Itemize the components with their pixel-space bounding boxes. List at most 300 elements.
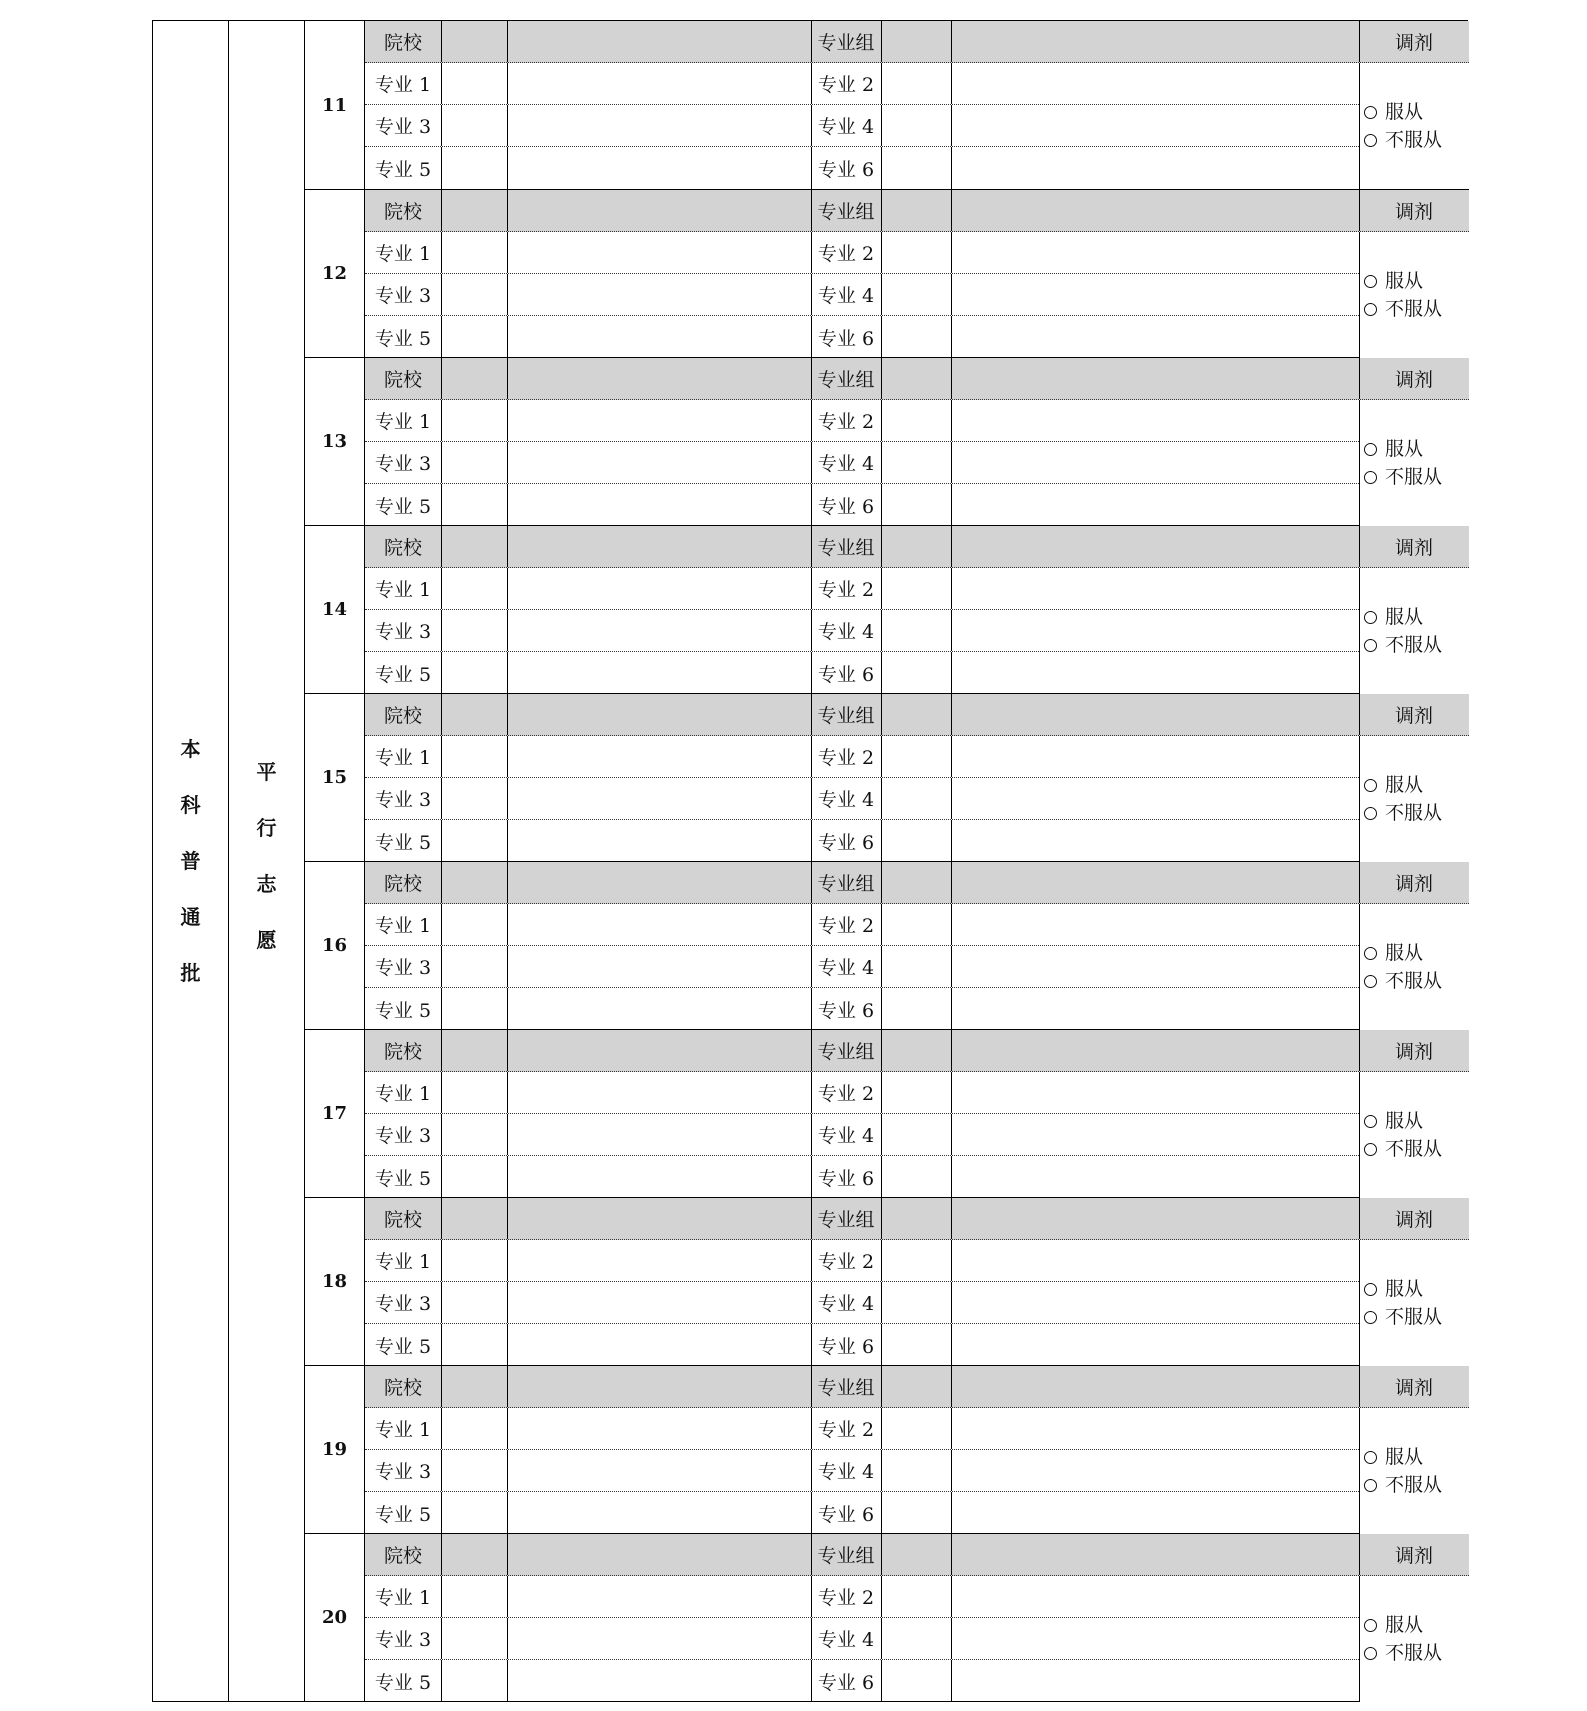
column-divider	[881, 820, 882, 862]
choice-number: 13	[305, 358, 365, 525]
adjust-label: 调剂	[1394, 201, 1433, 223]
major-row	[365, 820, 1469, 862]
major-input[interactable]	[441, 1240, 811, 1281]
column-divider	[811, 1072, 812, 1113]
column-divider	[951, 1324, 952, 1366]
major-input[interactable]	[881, 1240, 1359, 1281]
major-input[interactable]	[881, 568, 1359, 609]
column-divider	[881, 1324, 882, 1366]
major-input[interactable]	[881, 988, 1359, 1030]
choice-header-row	[365, 526, 1469, 568]
column-divider	[441, 1660, 442, 1702]
major-group-label: 专业组	[817, 537, 875, 559]
not-obey-option-label: 不服从	[1385, 1306, 1443, 1328]
column-divider	[507, 1450, 508, 1491]
major-input[interactable]	[881, 442, 1359, 483]
major-input[interactable]	[441, 736, 811, 777]
column-divider	[881, 694, 882, 735]
obey-option[interactable]	[1364, 603, 1469, 631]
major-group-input[interactable]	[881, 1198, 951, 1239]
column-divider	[507, 1324, 508, 1366]
school-label: 院校	[383, 873, 422, 895]
obey-option[interactable]	[1364, 435, 1469, 463]
major-group-label: 专业组	[817, 369, 875, 391]
not-obey-option-label: 不服从	[1385, 634, 1443, 656]
major-input[interactable]	[441, 1492, 811, 1534]
major-input[interactable]	[441, 1450, 811, 1491]
adjust-label: 调剂	[1394, 1377, 1433, 1399]
major-label: 专业 5	[374, 1167, 432, 1190]
column-divider	[951, 1114, 952, 1155]
column-divider	[811, 1030, 812, 1071]
major-row	[365, 105, 1469, 147]
radio-circle-icon[interactable]	[1364, 1647, 1377, 1660]
major-label: 专业 3	[374, 1461, 432, 1483]
column-divider	[951, 316, 952, 358]
column-divider	[881, 1408, 882, 1449]
major-label: 专业 4	[817, 789, 875, 811]
column-divider	[507, 1030, 508, 1071]
not-obey-option[interactable]	[1364, 799, 1469, 827]
major-input[interactable]	[881, 1324, 1359, 1366]
major-input[interactable]	[881, 736, 1359, 777]
major-label: 专业 4	[817, 1125, 875, 1147]
column-divider	[507, 190, 508, 231]
radio-circle-icon[interactable]	[1364, 471, 1377, 484]
major-row	[365, 232, 1469, 274]
major-input[interactable]	[441, 274, 811, 315]
radio-circle-icon[interactable]	[1364, 106, 1377, 119]
column-divider	[507, 1660, 508, 1702]
column-divider	[507, 442, 508, 483]
major-input[interactable]	[441, 1618, 811, 1659]
column-divider	[507, 1282, 508, 1323]
column-divider	[811, 1198, 812, 1239]
not-obey-option-label: 不服从	[1385, 298, 1443, 320]
column-divider	[951, 232, 952, 273]
column-divider	[951, 778, 952, 819]
major-label: 专业 2	[817, 411, 875, 433]
column-divider	[441, 1492, 442, 1534]
major-input[interactable]	[881, 232, 1359, 273]
column-divider	[811, 63, 812, 104]
column-divider	[951, 1408, 952, 1449]
radio-circle-icon[interactable]	[1364, 134, 1377, 147]
column-divider	[441, 1282, 442, 1323]
major-input[interactable]	[881, 147, 1359, 189]
major-label: 专业 6	[817, 663, 875, 686]
column-divider	[507, 946, 508, 987]
major-input[interactable]	[441, 63, 811, 104]
major-row	[365, 1408, 1469, 1450]
major-input[interactable]	[881, 400, 1359, 441]
major-input[interactable]	[881, 778, 1359, 819]
major-row	[365, 652, 1469, 694]
major-row	[365, 1282, 1469, 1324]
column-divider	[507, 1408, 508, 1449]
column-divider	[441, 862, 442, 903]
column-divider	[951, 1072, 952, 1113]
column-divider	[1359, 694, 1360, 735]
column-divider	[811, 652, 812, 694]
batch_label-char: 科	[180, 793, 201, 817]
school-input[interactable]	[441, 1534, 811, 1575]
major-input[interactable]	[881, 1450, 1359, 1491]
batch_label-char: 本	[180, 737, 201, 761]
column-divider	[951, 190, 952, 231]
batch-label	[181, 736, 201, 986]
major-row	[365, 568, 1469, 610]
major-input[interactable]	[441, 232, 811, 273]
major-input[interactable]	[441, 1156, 811, 1198]
obey-option[interactable]	[1364, 1107, 1469, 1135]
major-label: 专业 6	[817, 158, 875, 181]
choice-header-row	[365, 862, 1469, 904]
major-input[interactable]	[441, 484, 811, 526]
not-obey-option[interactable]	[1364, 631, 1469, 659]
radio-circle-icon[interactable]	[1364, 1311, 1377, 1324]
column-divider	[951, 1492, 952, 1534]
column-divider	[881, 105, 882, 146]
major-label: 专业 1	[374, 1083, 432, 1105]
column-divider	[951, 1450, 952, 1491]
major-group-input[interactable]	[881, 21, 951, 62]
column-divider	[951, 820, 952, 862]
major-group-input[interactable]	[881, 694, 951, 735]
major-row	[365, 1492, 1469, 1534]
choice-header-row	[365, 358, 1469, 400]
radio-circle-icon[interactable]	[1364, 1619, 1377, 1632]
school-input[interactable]	[441, 1198, 811, 1239]
major-input[interactable]	[881, 105, 1359, 146]
column-divider	[441, 820, 442, 862]
major-input[interactable]	[881, 1492, 1359, 1534]
column-divider	[881, 1072, 882, 1113]
major-input[interactable]	[881, 1618, 1359, 1659]
major-input[interactable]	[881, 1576, 1359, 1617]
column-divider	[881, 1576, 882, 1617]
major-row	[365, 1450, 1469, 1492]
not-obey-option[interactable]	[1364, 126, 1469, 154]
column-divider	[441, 778, 442, 819]
column-divider	[811, 1450, 812, 1491]
school-label: 院校	[383, 1377, 422, 1399]
major-input[interactable]	[441, 400, 811, 441]
column-divider	[507, 568, 508, 609]
major-label: 专业 3	[374, 453, 432, 475]
column-divider	[951, 1198, 952, 1239]
column-divider	[811, 1282, 812, 1323]
column-divider	[1359, 21, 1360, 62]
column-divider	[507, 1072, 508, 1113]
major-input[interactable]	[881, 1114, 1359, 1155]
column-divider	[951, 736, 952, 777]
adjust-label: 调剂	[1394, 1209, 1433, 1231]
column-divider	[441, 190, 442, 231]
school-input[interactable]	[441, 862, 811, 903]
obey-option-label: 服从	[1385, 1614, 1424, 1636]
major-input[interactable]	[881, 1660, 1359, 1702]
column-divider	[881, 568, 882, 609]
major-input[interactable]	[441, 316, 811, 358]
column-divider	[881, 147, 882, 189]
choice-header-row	[365, 694, 1469, 736]
column-divider	[507, 694, 508, 735]
major-input[interactable]	[441, 568, 811, 609]
not-obey-option[interactable]	[1364, 463, 1469, 491]
major-group-input[interactable]	[881, 190, 951, 231]
column-divider	[951, 1240, 952, 1281]
obey-option[interactable]	[1364, 1275, 1469, 1303]
major-label: 专业 4	[817, 1461, 875, 1483]
not-obey-option[interactable]	[1364, 1135, 1469, 1163]
major-row	[365, 442, 1469, 484]
obey-option[interactable]	[1364, 267, 1469, 295]
school-label: 院校	[383, 32, 422, 54]
adjust-options	[1359, 736, 1469, 862]
obey-option-label: 服从	[1385, 1110, 1424, 1132]
radio-circle-icon[interactable]	[1364, 807, 1377, 820]
major-input[interactable]	[881, 1282, 1359, 1323]
column-divider	[881, 484, 882, 526]
column-divider	[881, 778, 882, 819]
school-label: 院校	[383, 705, 422, 727]
column-divider	[441, 400, 442, 441]
not-obey-option-label: 不服从	[1385, 802, 1443, 824]
major-input[interactable]	[881, 1156, 1359, 1198]
column-divider	[881, 21, 882, 62]
not-obey-option[interactable]	[1364, 1639, 1469, 1667]
not-obey-option-label: 不服从	[1385, 1138, 1443, 1160]
column-divider	[507, 1576, 508, 1617]
choice-block	[305, 1197, 1469, 1365]
column-divider	[811, 904, 812, 945]
major-input[interactable]	[881, 1072, 1359, 1113]
column-divider	[951, 1660, 952, 1702]
major-input[interactable]	[441, 1660, 811, 1702]
major-group-input[interactable]	[881, 1366, 951, 1407]
column-divider	[811, 190, 812, 231]
choice-number: 14	[305, 526, 365, 693]
column-divider	[441, 442, 442, 483]
column-divider	[951, 147, 952, 189]
school-input[interactable]	[441, 1030, 811, 1071]
radio-circle-icon[interactable]	[1364, 1451, 1377, 1464]
major-group-input[interactable]	[881, 358, 951, 399]
major-input[interactable]	[881, 904, 1359, 945]
major-input[interactable]	[441, 1408, 811, 1449]
major-input[interactable]	[881, 484, 1359, 526]
column-divider	[811, 358, 812, 399]
obey-option[interactable]	[1364, 98, 1469, 126]
column-divider	[881, 1618, 882, 1659]
major-group-input[interactable]	[881, 1030, 951, 1071]
column-divider	[811, 442, 812, 483]
major-group-label: 专业组	[817, 873, 875, 895]
column-divider	[441, 105, 442, 146]
column-divider	[1359, 526, 1360, 567]
radio-circle-icon[interactable]	[1364, 779, 1377, 792]
column-divider	[1359, 1030, 1360, 1071]
column-divider	[441, 1156, 442, 1198]
not-obey-option[interactable]	[1364, 967, 1469, 995]
radio-circle-icon[interactable]	[1364, 1143, 1377, 1156]
column-divider	[881, 1114, 882, 1155]
adjust-options	[1359, 232, 1469, 358]
column-divider	[441, 568, 442, 609]
obey-option-label: 服从	[1385, 606, 1424, 628]
major-input[interactable]	[441, 105, 811, 146]
column-divider	[507, 652, 508, 694]
column-divider	[441, 1030, 442, 1071]
major-label: 专业 3	[374, 957, 432, 979]
column-divider	[507, 988, 508, 1030]
column-divider	[811, 1576, 812, 1617]
radio-circle-icon[interactable]	[1364, 975, 1377, 988]
column-divider	[951, 274, 952, 315]
major-label: 专业 1	[374, 74, 432, 96]
column-divider	[951, 1282, 952, 1323]
major-input[interactable]	[441, 988, 811, 1030]
column-divider	[811, 274, 812, 315]
major-group-label: 专业组	[817, 201, 875, 223]
volunteer-type-label	[257, 759, 277, 953]
column-divider	[881, 190, 882, 231]
school-input[interactable]	[441, 694, 811, 735]
column-divider	[507, 1366, 508, 1407]
column-divider	[811, 736, 812, 777]
major-input[interactable]	[441, 652, 811, 694]
radio-circle-icon[interactable]	[1364, 303, 1377, 316]
major-input[interactable]	[441, 820, 811, 862]
school-input[interactable]	[441, 1366, 811, 1407]
column-divider	[811, 1618, 812, 1659]
school-input[interactable]	[441, 21, 811, 62]
major-input[interactable]	[441, 778, 811, 819]
column-divider	[951, 694, 952, 735]
major-label: 专业 6	[817, 999, 875, 1022]
column-divider	[881, 1240, 882, 1281]
choice-header-row	[365, 1534, 1469, 1576]
column-divider	[441, 1324, 442, 1366]
major-label: 专业 1	[374, 579, 432, 601]
column-divider	[441, 1534, 442, 1575]
major-row	[365, 316, 1469, 358]
adjust-options	[1359, 904, 1469, 1030]
major-input[interactable]	[441, 610, 811, 651]
radio-circle-icon[interactable]	[1364, 611, 1377, 624]
column-divider	[811, 1114, 812, 1155]
not-obey-option[interactable]	[1364, 1471, 1469, 1499]
major-input[interactable]	[441, 1576, 811, 1617]
column-divider	[881, 1282, 882, 1323]
column-divider	[507, 778, 508, 819]
volunteer_type-char: 平	[256, 760, 277, 784]
volunteer-form-table	[152, 20, 1468, 1702]
major-label: 专业 6	[817, 495, 875, 518]
not-obey-option[interactable]	[1364, 1303, 1469, 1331]
radio-circle-icon[interactable]	[1364, 443, 1377, 456]
school-input[interactable]	[441, 190, 811, 231]
major-input[interactable]	[441, 946, 811, 987]
choice-number: 11	[305, 21, 365, 189]
major-input[interactable]	[881, 1408, 1359, 1449]
radio-circle-icon[interactable]	[1364, 1283, 1377, 1296]
column-divider	[507, 1114, 508, 1155]
radio-circle-icon[interactable]	[1364, 1479, 1377, 1492]
obey-option[interactable]	[1364, 1611, 1469, 1639]
major-input[interactable]	[441, 1072, 811, 1113]
major-input[interactable]	[881, 63, 1359, 104]
major-input[interactable]	[881, 652, 1359, 694]
major-group-label: 专业组	[817, 1041, 875, 1063]
major-input[interactable]	[441, 147, 811, 189]
radio-circle-icon[interactable]	[1364, 275, 1377, 288]
adjust-options	[1359, 1576, 1469, 1702]
choice-block	[305, 693, 1469, 861]
column-divider	[881, 610, 882, 651]
major-row	[365, 1240, 1469, 1282]
school-label: 院校	[383, 369, 422, 391]
column-divider	[811, 862, 812, 903]
major-group-input[interactable]	[881, 1534, 951, 1575]
major-input[interactable]	[881, 610, 1359, 651]
major-input[interactable]	[881, 274, 1359, 315]
major-input[interactable]	[881, 316, 1359, 358]
choice-number: 20	[305, 1534, 365, 1701]
obey-option[interactable]	[1364, 1443, 1469, 1471]
major-label: 专业 3	[374, 1629, 432, 1651]
major-input[interactable]	[441, 1282, 811, 1323]
school-input[interactable]	[441, 358, 811, 399]
column-divider	[951, 358, 952, 399]
major-input[interactable]	[881, 820, 1359, 862]
not-obey-option[interactable]	[1364, 295, 1469, 323]
column-divider	[811, 316, 812, 358]
major-input[interactable]	[441, 1324, 811, 1366]
school-input[interactable]	[441, 526, 811, 567]
column-divider	[881, 736, 882, 777]
obey-option[interactable]	[1364, 939, 1469, 967]
column-divider	[951, 105, 952, 146]
obey-option[interactable]	[1364, 771, 1469, 799]
major-input[interactable]	[441, 442, 811, 483]
column-divider	[1359, 358, 1360, 399]
major-label: 专业 2	[817, 915, 875, 937]
major-input[interactable]	[441, 904, 811, 945]
major-input[interactable]	[441, 1114, 811, 1155]
column-divider	[441, 316, 442, 358]
major-label: 专业 2	[817, 1083, 875, 1105]
column-divider	[811, 526, 812, 567]
column-divider	[881, 652, 882, 694]
volunteer_type-char: 愿	[256, 928, 277, 952]
major-input[interactable]	[881, 946, 1359, 987]
major-group-input[interactable]	[881, 526, 951, 567]
column-divider	[881, 358, 882, 399]
major-group-input[interactable]	[881, 862, 951, 903]
radio-circle-icon[interactable]	[1364, 1115, 1377, 1128]
column-divider	[441, 63, 442, 104]
major-label: 专业 6	[817, 1503, 875, 1526]
column-divider	[441, 904, 442, 945]
column-divider	[811, 988, 812, 1030]
column-divider	[811, 484, 812, 526]
major-row	[365, 778, 1469, 820]
radio-circle-icon[interactable]	[1364, 639, 1377, 652]
major-label: 专业 1	[374, 915, 432, 937]
radio-circle-icon[interactable]	[1364, 947, 1377, 960]
